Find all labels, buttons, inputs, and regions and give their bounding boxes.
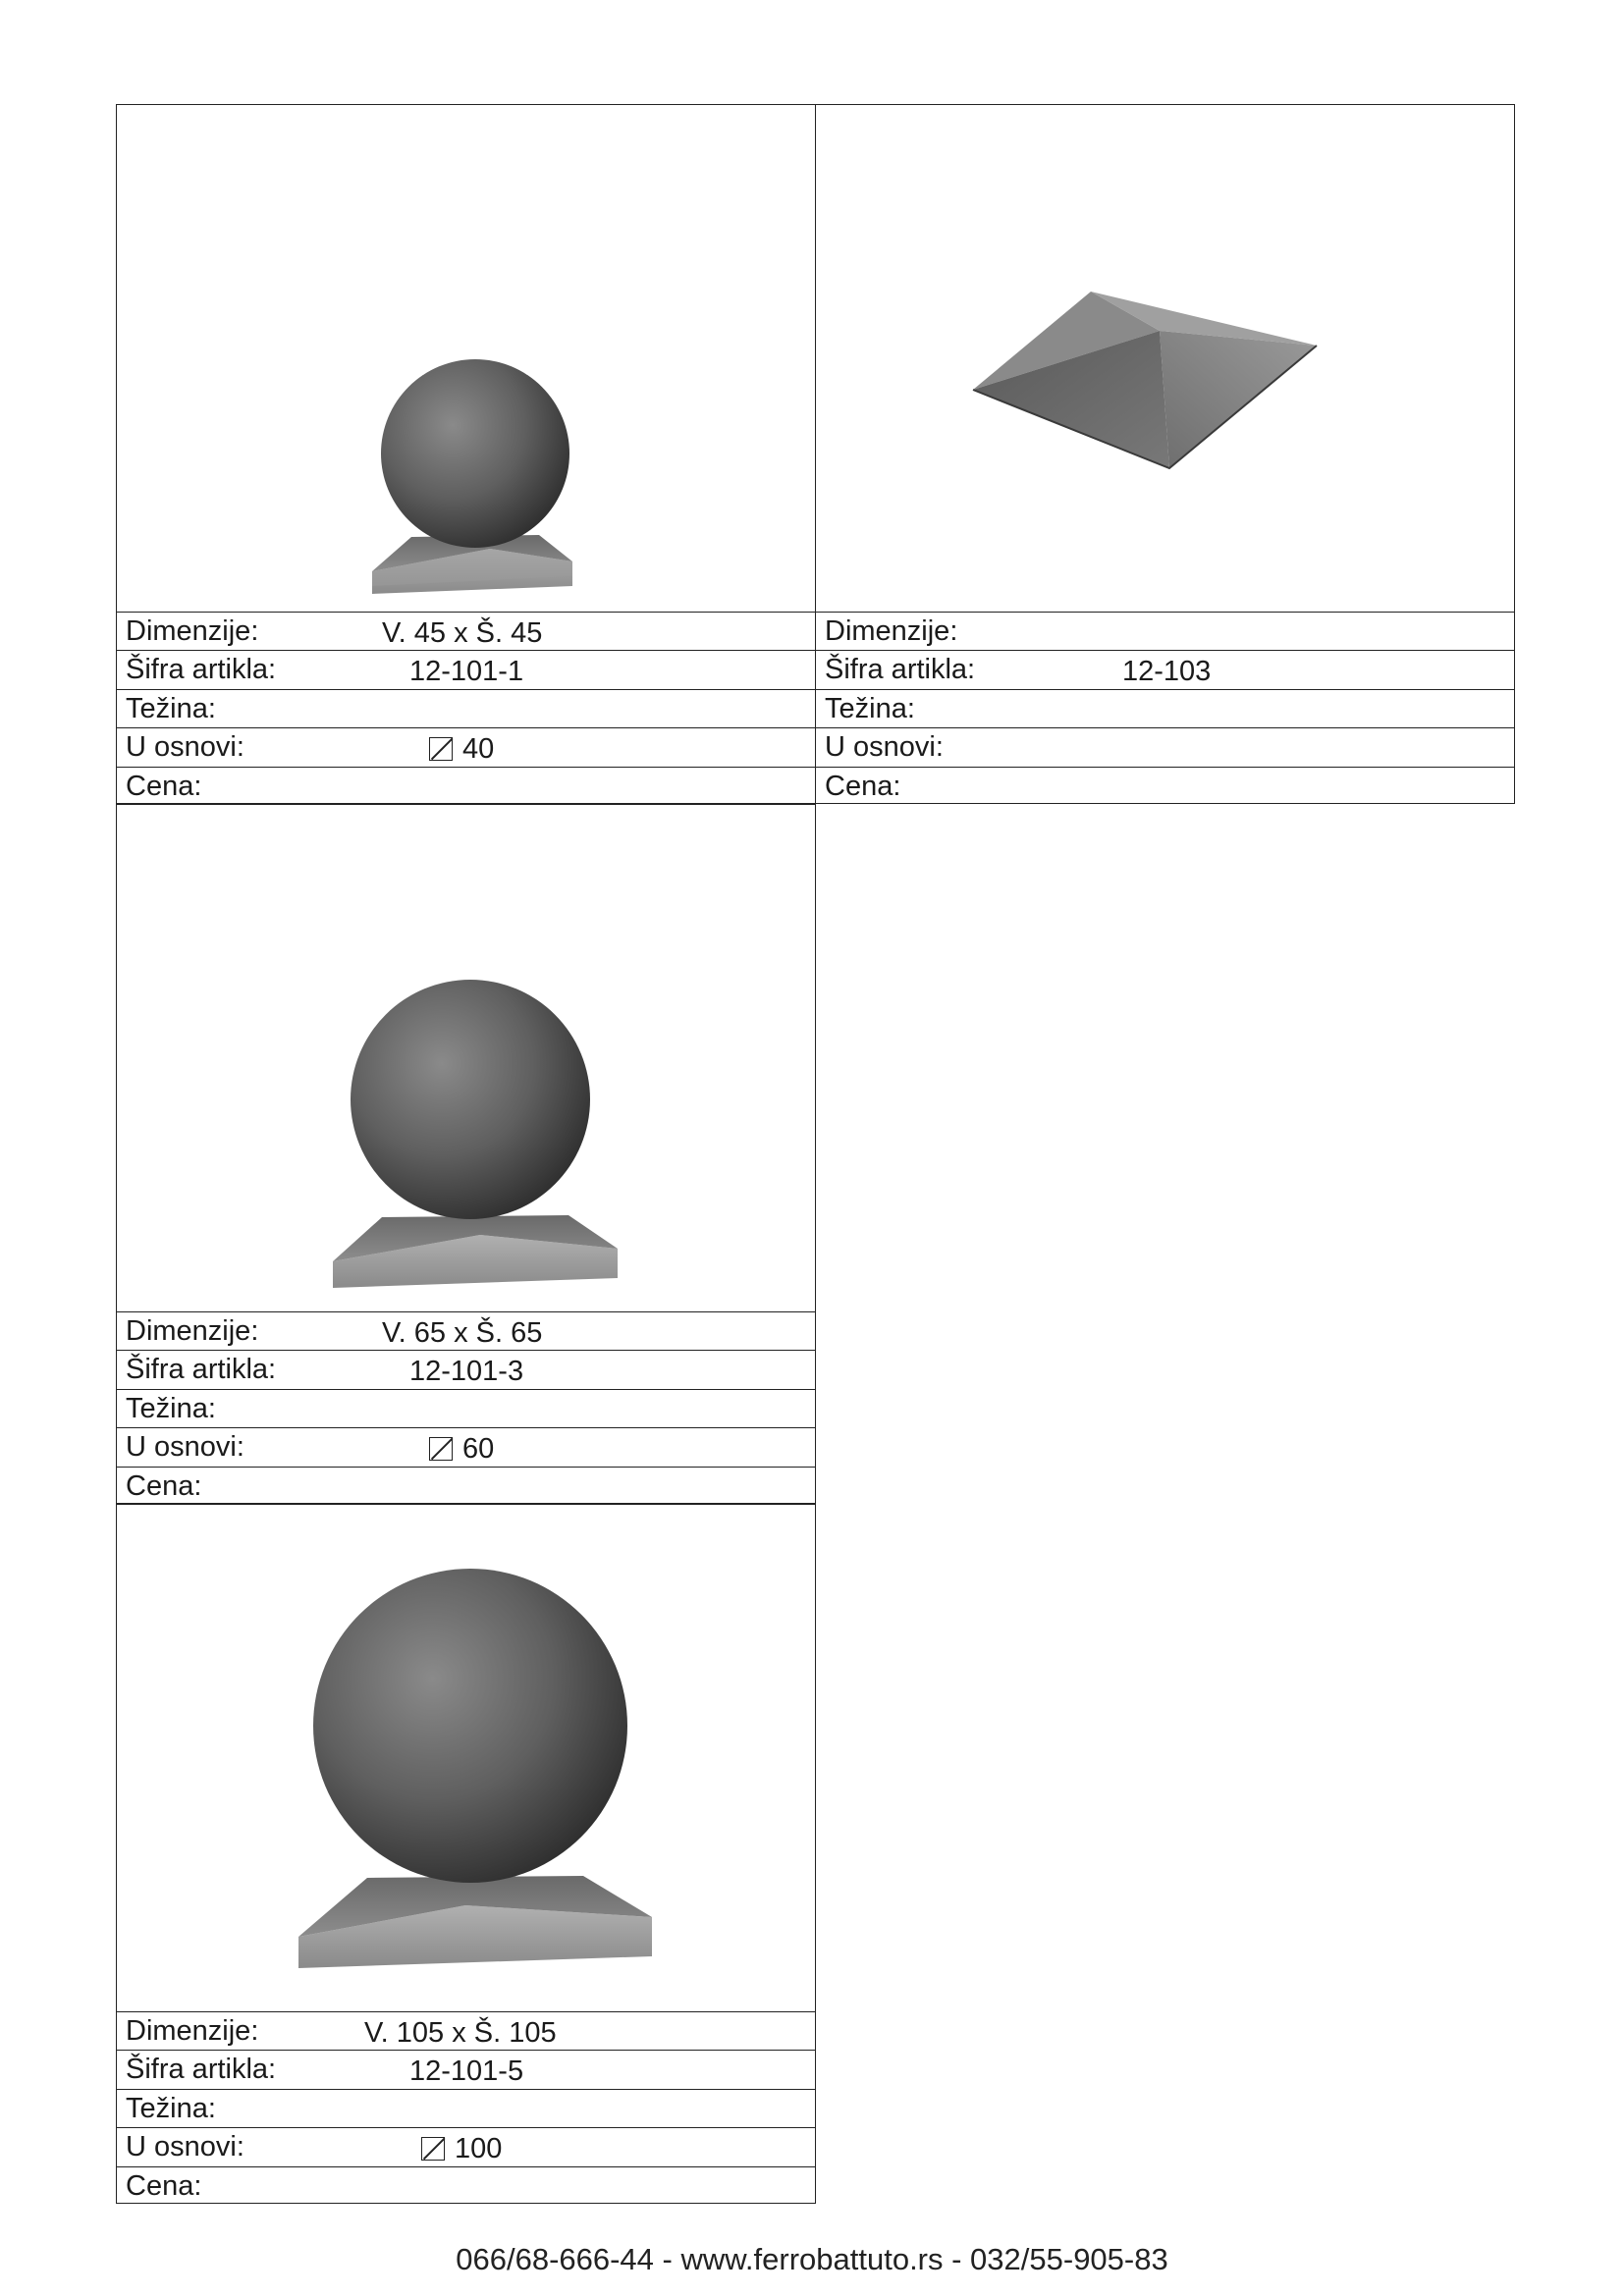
square-profile-icon <box>429 1437 453 1461</box>
weight-label: Težina: <box>825 692 915 724</box>
dimensions-value: V. 65 x Š. 65 <box>382 1317 543 1349</box>
weight-row <box>117 689 815 727</box>
dimensions-value: V. 105 x Š. 105 <box>364 2017 557 2049</box>
product-card-12-101-1 <box>116 104 816 804</box>
article-code-label: Šifra artikla: <box>126 1354 277 1386</box>
ball-post-cap-image <box>343 282 598 635</box>
article-code-value: 12-101-1 <box>409 656 524 688</box>
weight-row <box>117 1389 815 1427</box>
dimensions-value: V. 45 x Š. 45 <box>382 617 543 649</box>
footer-contact: 066/68-666-44 - www.ferrobattuto.rs - 032/55-905-83 <box>456 2242 1168 2276</box>
dimensions-label: Dimenzije: <box>825 615 958 647</box>
price-row <box>117 1467 815 1505</box>
dimensions-label: Dimenzije: <box>126 1315 259 1347</box>
base-value: 60 <box>462 1433 495 1466</box>
base-label: U osnovi: <box>126 1431 244 1464</box>
weight-row <box>816 689 1514 727</box>
price-label: Cena: <box>126 1469 202 1502</box>
base-label: U osnovi: <box>126 731 244 764</box>
base-value: 100 <box>455 2133 503 2165</box>
weight-label: Težina: <box>126 2092 216 2124</box>
dimensions-row <box>117 1311 815 1350</box>
pyramid-post-cap-image <box>963 272 1376 507</box>
square-profile-icon <box>429 737 453 761</box>
base-row <box>117 2127 815 2165</box>
article-code-row <box>816 650 1514 688</box>
base-row <box>117 727 815 766</box>
base-value-wrap <box>429 732 494 766</box>
price-label: Cena: <box>126 770 202 802</box>
price-label: Cena: <box>126 2169 202 2202</box>
dimensions-row <box>117 612 815 650</box>
weight-row <box>117 2089 815 2127</box>
product-image-area <box>117 805 815 1311</box>
product-image-area <box>117 105 815 612</box>
weight-label: Težina: <box>126 1392 216 1424</box>
article-code-row <box>117 2050 815 2088</box>
base-label: U osnovi: <box>825 731 944 764</box>
weight-label: Težina: <box>126 692 216 724</box>
square-profile-icon <box>421 2137 445 2161</box>
price-label: Cena: <box>825 770 901 802</box>
base-row <box>117 1427 815 1466</box>
dimensions-label: Dimenzije: <box>126 615 259 647</box>
base-value-wrap <box>429 1432 494 1466</box>
product-card-12-103 <box>815 104 1515 804</box>
price-row <box>117 2166 815 2205</box>
price-row <box>117 767 815 805</box>
article-code-row <box>117 650 815 688</box>
ball-post-cap-image <box>289 1544 662 1996</box>
product-image-area <box>117 1505 815 2011</box>
product-card-12-101-3 <box>116 804 816 1504</box>
product-card-12-101-5 <box>116 1504 816 2204</box>
product-image-area <box>816 105 1514 612</box>
article-code-row <box>117 1350 815 1388</box>
article-code-label: Šifra artikla: <box>126 2054 277 2086</box>
article-code-label: Šifra artikla: <box>126 654 277 686</box>
ball-post-cap-image <box>323 923 637 1335</box>
price-row <box>816 767 1514 805</box>
dimensions-row <box>816 612 1514 650</box>
dimensions-row <box>117 2011 815 2050</box>
dimensions-label: Dimenzije: <box>126 2015 259 2047</box>
article-code-value: 12-101-3 <box>409 1356 524 1388</box>
article-code-label: Šifra artikla: <box>825 654 976 686</box>
base-value-wrap <box>421 2132 502 2165</box>
base-value: 40 <box>462 733 495 766</box>
base-label: U osnovi: <box>126 2131 244 2163</box>
article-code-value: 12-101-5 <box>409 2056 524 2088</box>
article-code-value: 12-103 <box>1122 656 1212 688</box>
base-row <box>816 727 1514 766</box>
